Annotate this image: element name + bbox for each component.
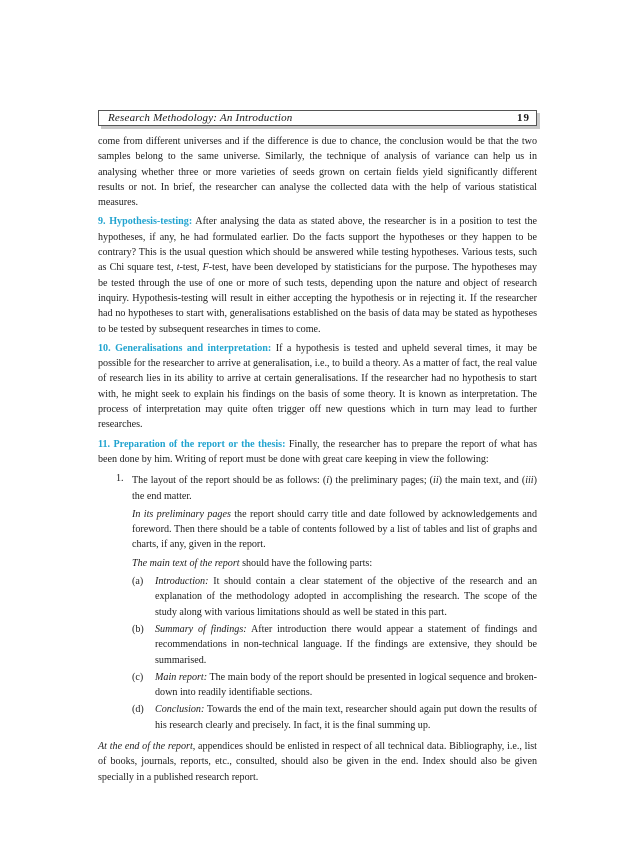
section-11-heading: 11. Preparation of the report or the thesis: <box>98 438 286 450</box>
end-of-report-text: , appendices should be enlisted in respect of all technical data. Bibliography, i.e., list of books, journals, reports, etc., consulted, should also be given in the end. Index should also be given specially in a published research report. <box>98 740 537 783</box>
sub-item-title: Conclusion: <box>155 704 205 716</box>
page-number: 19 <box>517 112 530 124</box>
sub-item-text <box>155 670 537 701</box>
sub-item-label: (c) <box>132 671 144 683</box>
layout-text-d: ) the end matter. <box>132 475 537 502</box>
sub-item-title: Main report: <box>155 671 208 683</box>
list-item <box>116 471 537 735</box>
section-10-heading: 10. Generalisations and interpretation: <box>98 342 272 354</box>
list-item <box>132 574 537 620</box>
sub-item-text <box>155 574 537 620</box>
section-9-text-a: After analysing the data as stated above, the researcher is in a position to test the hypotheses, if any, he had formulated earlier. Do the facts support the hypotheses or they happen to be contrary? This is the usual question which should be answered while testing hypotheses. Various tests, such as Chi square test, <box>98 216 537 274</box>
intro-paragraph: come from different universes and if the difference is due to chance, the conclusion would be that the two samples belong to the same universe. Similarly, the technique of analysis of variance can help us in analysing whether three or more varieties of seeds grown on certain fields yield significantly different results or not. In brief, the researcher can analyse the collected data with the help of various statistical measures. <box>98 136 537 209</box>
sub-item-body: Towards the end of the main text, researcher should again put down the results of his research clearly and precisely. In fact, it is the final summing up. <box>155 704 537 731</box>
list-item-number: 1. <box>116 473 124 485</box>
roman-ii: ii <box>433 475 439 487</box>
list-item <box>132 702 537 733</box>
f-test-letter: F <box>202 262 209 274</box>
sub-item-body: After introduction there would appear a statement of findings and recommendations in non-technical language. If the findings are extensive, they should be summarised. <box>155 623 537 666</box>
section-9-text-c: -test, have been developed by statisticians for the purpose. The hypotheses may be tested through the use of one or more of such tests, depending upon the nature and object of research inquiry. Hypothesis-testing will result in either accepting the hypothesis or in rejecting it. If the researcher had no hypotheses to start with, generalisations established on the basis of data may be stated as hypotheses to be tested by subsequent researches in times to come. <box>98 262 537 335</box>
main-text-lead: The main text of the report <box>132 557 240 569</box>
running-header <box>98 110 537 126</box>
roman-i: i <box>326 475 330 487</box>
sub-item-label: (a) <box>132 576 144 588</box>
section-9-heading: 9. Hypothesis-testing: <box>98 216 193 228</box>
layout-text-c: ) the main text, and ( <box>438 475 526 487</box>
layout-text-a: The layout of the report should be as follows: ( <box>132 475 327 487</box>
report-parts-list <box>132 574 537 733</box>
list-item <box>132 670 537 701</box>
sub-item-label: (b) <box>132 623 144 635</box>
sub-item-text <box>155 622 537 668</box>
t-test-letter: t <box>176 262 180 274</box>
sub-item-title: Introduction: <box>155 576 209 588</box>
section-9-paragraph <box>98 214 537 336</box>
sub-item-body: The main body of the report should be presented in logical sequence and broken-down into readily identifiable sections. <box>155 671 537 699</box>
section-11-text: Finally, the researcher has to prepare the report of what has been done by him. Writing of report must be done with great care keeping in view the following: <box>98 438 537 465</box>
list-item-content <box>132 471 537 735</box>
body-text <box>98 134 537 789</box>
running-header-title: Research Methodology: An Introduction <box>108 112 293 124</box>
preliminary-pages-paragraph <box>132 507 537 553</box>
section-9-text-b: -test, <box>179 262 203 274</box>
sub-item-text <box>155 702 537 733</box>
preliminary-pages-lead: In its preliminary pages <box>132 508 231 520</box>
end-of-report-lead: At the end of the report <box>98 740 193 752</box>
sub-item-body: It should contain a clear statement of the objective of the research and an explanation of the methodology adopted in accomplishing the research. The scope of the study along with various limitations should as well be stated in this part. <box>155 576 537 618</box>
section-10-paragraph <box>98 341 537 433</box>
roman-iii: iii <box>525 475 534 487</box>
section-11-paragraph <box>98 437 537 468</box>
layout-text-b: ) the preliminary pages; ( <box>329 475 434 487</box>
layout-statement <box>132 473 537 504</box>
end-of-report-paragraph <box>98 739 537 785</box>
list-item <box>132 622 537 668</box>
main-text-text: should have the following parts: <box>239 557 373 569</box>
preliminary-pages-text: the report should carry title and date followed by acknowledgements and foreword. Then there should be a table of contents followed by a list of tables and list of graphs and charts, if any, given in the report. <box>132 508 537 551</box>
sub-item-label: (d) <box>132 704 144 716</box>
main-text-paragraph <box>132 556 537 571</box>
section-10-text: If a hypothesis is tested and upheld several times, it may be possible for the researcher to arrive at generalisation, i.e., to build a theory. As a matter of fact, the real value of research lies in its ability to arrive at certain generalisations. If the researcher had no hypothesis to start with, he might seek to explain his findings on the basis of some theory. It is known as interpretation. The process of interpretation may quite often trigger off new questions which in turn may lead to further researches. <box>98 342 537 431</box>
sub-item-title: Summary of findings: <box>155 623 247 635</box>
